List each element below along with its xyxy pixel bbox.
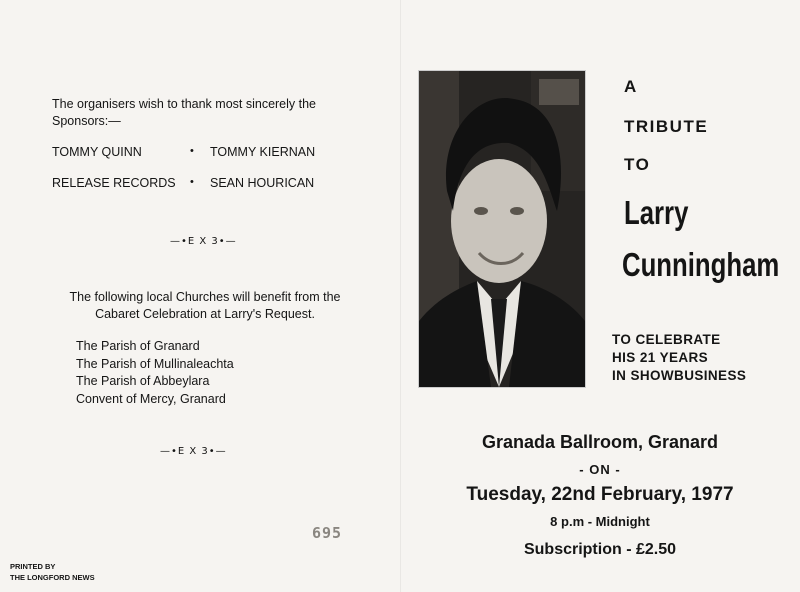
printer-credit — [10, 561, 95, 583]
celebrate-text — [612, 331, 746, 385]
fold-line — [400, 0, 401, 592]
church-list — [76, 338, 234, 408]
sponsor-row — [52, 145, 352, 176]
event-time: 8 p.m - Midnight — [550, 514, 650, 529]
portrait-photo — [418, 70, 586, 388]
church-item: Convent of Mercy, Granard — [76, 391, 226, 406]
thanks-text: The organisers wish to thank most sincerely the Sponsors:— — [52, 97, 317, 128]
title-tribute: TRIBUTE — [624, 117, 709, 136]
celebrate-line: HIS 21 YEARS — [612, 350, 709, 365]
church-item: The Parish of Granard — [76, 339, 200, 353]
stamped-number: 695 — [312, 524, 343, 542]
ornament-divider: —•E X 3•— — [170, 236, 237, 247]
bullet-icon: • — [190, 176, 194, 188]
printer-line: THE LONGFORD NEWS — [10, 573, 95, 582]
title-a: A — [624, 77, 638, 96]
honoree-last-name: Cunningham — [622, 246, 780, 283]
churches-intro: The following local Churches will benefit from the Cabaret Celebration at Larry's Request. — [69, 290, 341, 321]
subscription-price: Subscription - £2.50 — [523, 541, 677, 558]
sponsor-name: TOMMY QUINN — [52, 145, 142, 159]
title-to: TO — [624, 155, 651, 174]
church-item: The Parish of Mullinaleachta — [76, 356, 234, 371]
ornament-divider: —•E X 3•— — [160, 446, 227, 457]
sponsor-name: SEAN HOURICAN — [210, 176, 315, 190]
celebrate-line: IN SHOWBUSINESS — [612, 368, 747, 383]
portrait-image — [419, 71, 585, 387]
sponsor-name: RELEASE RECORDS — [52, 176, 176, 190]
honoree-first-name: Larry — [624, 194, 689, 231]
event-date: Tuesday, 22nd February, 1977 — [466, 484, 734, 505]
bullet-icon: • — [190, 145, 194, 157]
church-item: The Parish of Abbeylara — [76, 374, 210, 388]
printer-line: PRINTED BY — [10, 562, 56, 571]
sponsor-name: TOMMY KIERNAN — [210, 145, 316, 159]
venue-name: Granada Ballroom, Granard — [481, 432, 719, 452]
celebrate-line: TO CELEBRATE — [612, 332, 721, 347]
sponsor-row — [52, 176, 352, 207]
on-label: - ON - — [579, 462, 621, 477]
sponsor-list — [52, 145, 352, 207]
